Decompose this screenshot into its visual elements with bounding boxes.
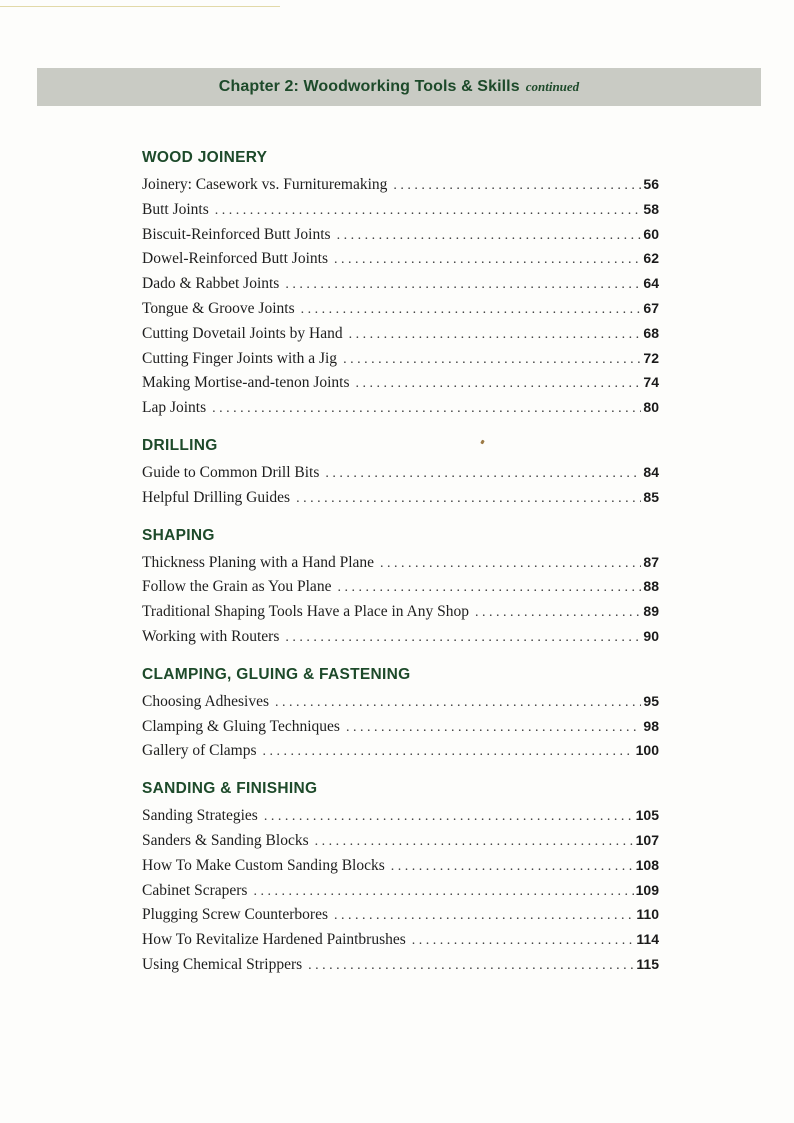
table-of-contents <box>142 146 659 991</box>
toc-entry-page-number: 67 <box>643 299 659 316</box>
toc-entry[interactable] <box>142 803 659 828</box>
dot-leader <box>285 273 641 298</box>
toc-entry[interactable] <box>142 853 659 878</box>
toc-entry[interactable] <box>142 271 659 296</box>
toc-entry-page-number: 64 <box>643 275 659 292</box>
toc-entry-title: Guide to Common Drill Bits <box>142 463 320 481</box>
toc-entry-title: Making Mortise-and-tenon Joints <box>142 374 350 392</box>
toc-section <box>142 434 659 510</box>
toc-entry[interactable] <box>142 952 659 977</box>
toc-entry-title: Cabinet Scrapers <box>142 881 248 899</box>
toc-entry-page-number: 107 <box>635 831 659 848</box>
dot-leader <box>212 397 641 422</box>
toc-entry-title: Clamping & Gluing Techniques <box>142 717 340 735</box>
dot-leader <box>308 954 634 979</box>
toc-entry-page-number: 88 <box>643 578 659 595</box>
toc-section <box>142 146 659 420</box>
toc-entry-page-number: 110 <box>636 906 659 923</box>
toc-entry[interactable] <box>142 246 659 271</box>
section-heading: SANDING & FINISHING <box>142 780 318 798</box>
chapter-banner <box>37 68 761 106</box>
toc-entry-title: How To Revitalize Hardened Paintbrushes <box>142 931 406 949</box>
toc-entry-page-number: 72 <box>643 349 659 366</box>
toc-entry-title: Working with Routers <box>142 627 280 645</box>
toc-entry[interactable] <box>142 714 659 739</box>
toc-entry-page-number: 90 <box>643 627 659 644</box>
toc-entry-page-number: 108 <box>635 856 659 873</box>
toc-entry-title: Thickness Planing with a Hand Plane <box>142 553 375 571</box>
dot-leader <box>215 199 642 224</box>
dot-leader <box>285 626 641 651</box>
dot-leader <box>412 929 635 954</box>
toc-entry-page-number: 89 <box>643 603 659 620</box>
toc-entry-page-number: 85 <box>643 488 659 505</box>
toc-entry-title: Traditional Shaping Tools Have a Place in Any Shop <box>142 603 469 621</box>
toc-entry-page-number: 80 <box>643 399 659 416</box>
dot-leader <box>315 830 634 855</box>
section-heading: SHAPING <box>142 526 215 544</box>
dot-leader <box>296 487 641 512</box>
toc-entry-title: Sanders & Sanding Blocks <box>142 831 309 849</box>
toc-entry-title: Cutting Dovetail Joints by Hand <box>142 324 343 342</box>
toc-section <box>142 524 659 649</box>
dot-leader <box>475 601 641 626</box>
toc-entry-page-number: 60 <box>643 225 659 242</box>
toc-entry-page-number: 58 <box>643 200 659 217</box>
toc-entry[interactable] <box>142 927 659 952</box>
toc-entry-title: Butt Joints <box>142 200 209 218</box>
dot-leader <box>263 740 634 765</box>
toc-entry[interactable] <box>142 828 659 853</box>
toc-entry-page-number: 115 <box>636 955 659 972</box>
dot-leader <box>325 462 641 487</box>
toc-entry-title: Using Chemical Strippers <box>142 955 303 973</box>
chapter-title: Chapter 2: Woodworking Tools & Skills <box>218 78 520 95</box>
section-heading: WOOD JOINERY <box>142 149 268 166</box>
dot-leader <box>334 904 634 929</box>
toc-entry[interactable] <box>142 574 659 599</box>
toc-entry[interactable] <box>142 370 659 395</box>
toc-entry-page-number: 84 <box>643 463 659 480</box>
section-heading: DRILLING <box>142 436 218 454</box>
dot-leader <box>391 855 634 880</box>
dot-leader <box>337 576 641 601</box>
dot-leader <box>334 248 641 273</box>
toc-entry[interactable] <box>142 624 659 649</box>
toc-entry[interactable] <box>142 738 659 763</box>
toc-entry[interactable] <box>142 197 659 222</box>
toc-entry[interactable] <box>142 222 659 247</box>
dot-leader <box>393 174 641 199</box>
toc-entry-title: Follow the Grain as You Plane <box>142 578 332 596</box>
toc-section <box>142 663 659 763</box>
toc-entry[interactable] <box>142 296 659 321</box>
toc-entry-title: How To Make Custom Sanding Blocks <box>142 856 385 874</box>
toc-entry-title: Gallery of Clamps <box>142 742 257 760</box>
dot-leader <box>264 805 634 830</box>
toc-entry[interactable] <box>142 550 659 575</box>
toc-entry-page-number: 105 <box>635 807 659 824</box>
toc-entry[interactable] <box>142 172 659 197</box>
toc-entry-page-number: 74 <box>643 374 659 391</box>
toc-entry-title: Joinery: Casework vs. Furnituremaking <box>142 176 388 193</box>
dot-leader <box>346 716 641 741</box>
toc-entry-page-number: 68 <box>643 324 659 341</box>
toc-entry[interactable] <box>142 689 659 714</box>
dot-leader <box>356 372 642 397</box>
section-heading: CLAMPING, GLUING & FASTENING <box>142 665 411 683</box>
toc-entry[interactable] <box>142 902 659 927</box>
toc-entry[interactable] <box>142 321 659 346</box>
toc-entry-page-number: 87 <box>643 553 659 570</box>
toc-entry-title: Tongue & Groove Joints <box>142 299 295 317</box>
toc-entry-page-number: 56 <box>643 176 659 192</box>
dot-leader <box>275 691 641 716</box>
toc-entry-page-number: 100 <box>635 742 659 759</box>
toc-entry-title: Plugging Screw Counterbores <box>142 906 328 924</box>
chapter-continued-label: continued <box>525 79 580 94</box>
toc-entry-title: Cutting Finger Joints with a Jig <box>142 349 338 367</box>
toc-entry[interactable] <box>142 599 659 624</box>
toc-entry[interactable] <box>142 485 659 510</box>
dot-leader <box>301 298 642 323</box>
dot-leader <box>380 552 641 577</box>
toc-entry-page-number: 114 <box>636 931 659 948</box>
dot-leader <box>337 224 642 249</box>
dot-leader <box>349 323 642 348</box>
toc-entry-title: Sanding Strategies <box>142 807 258 825</box>
toc-entry-page-number: 62 <box>643 250 659 267</box>
dot-leader <box>343 348 641 373</box>
toc-entry[interactable] <box>142 460 659 485</box>
toc-entry-page-number: 98 <box>643 717 659 734</box>
toc-entry-page-number: 109 <box>635 881 659 898</box>
toc-entry-title: Dado & Rabbet Joints <box>142 275 280 293</box>
toc-section <box>142 777 659 977</box>
toc-entry-title: Biscuit-Reinforced Butt Joints <box>142 225 331 243</box>
dot-leader <box>253 880 633 905</box>
toc-entry[interactable] <box>142 346 659 371</box>
toc-entry-title: Lap Joints <box>142 399 207 417</box>
toc-entry-title: Choosing Adhesives <box>142 692 270 710</box>
toc-entry-title: Dowel-Reinforced Butt Joints <box>142 250 328 268</box>
toc-entry-title: Helpful Drilling Guides <box>142 488 291 506</box>
toc-entry-page-number: 95 <box>643 692 659 709</box>
toc-entry[interactable] <box>142 395 659 420</box>
top-rule <box>0 6 280 7</box>
toc-entry[interactable] <box>142 878 659 903</box>
